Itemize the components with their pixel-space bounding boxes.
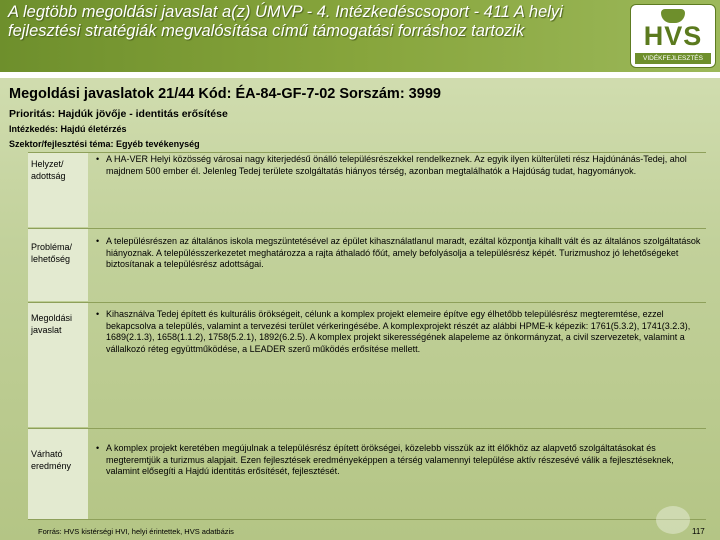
header-banner	[0, 0, 720, 72]
label-cell	[28, 229, 88, 301]
bullet-icon: •	[96, 154, 100, 164]
priority-line: Prioritás: Hajdúk jövője - identitás erősítése	[9, 108, 228, 120]
page-number: 117	[692, 527, 705, 536]
row-text-problem: A településrészen az általános iskola megszüntetésével az épület kihasználatlanul maradt, ezáltal központja kihallt vált és az általános szolgáltatások hiányoznak. A településszerkezetet meghatározza a rajta áthaladó főút, amely befolyásolja a településrész képét. Turizmushoz jó lehetőségeket biztosítanak a településrész adottságai.	[106, 236, 701, 269]
bullet-icon: •	[96, 443, 100, 453]
header-separator	[0, 72, 720, 78]
row-divider	[28, 152, 706, 153]
row-label-result: Várható eredmény	[31, 449, 72, 471]
row-text-solution: Kihasználva Tedej épített és kulturális örökségeit, célunk a komplex projekt elemeire építve egy élhetőbb településrész megteremtése, ezzel bekapcsolva a település, valamint a tervezési terület vérkeringésébe. A komplexprojekt részét az alábbi HPME-k képezik: 1761(5.3.2), 1741(3.2.3), 1689(2.1.3), 1658(1.1.2), 1758(5.2.1), 1892(6.2.5). A komplex projekt sikerességének alapeleme az önkormányzat, a civil szervezetek, valamint a vállalkozó réteg együttműködése, a LEADER szerű működés erősítése mellett.	[106, 309, 691, 354]
hvs-logo	[630, 4, 716, 68]
row-text-result: A komplex projekt keretében megújulnak a településrész épített örökségei, közelebb visszük az itt élőkhöz az alapvető szolgáltatásokat és megteremtjük a turizmus alapjait. Ezen fejlesztések eredményeképpen a térség valamennyi települése aktív részesévé válik a fejlesztéseknek, valamint elősegíti a Hajdú identitás erősítését, fejlesztését.	[106, 443, 674, 476]
row-label-solution: Megoldási javaslat	[31, 313, 73, 335]
page-title: Megoldási javaslatok 21/44 Kód: ÉA-84-GF-7-02 Sorszám: 3999	[9, 86, 441, 102]
row-divider	[28, 302, 706, 303]
sector-line: Szektor/fejlesztési téma: Egyéb tevékenység	[9, 139, 200, 149]
bullet-icon: •	[96, 236, 100, 246]
row-divider	[28, 519, 706, 520]
bullet-icon: •	[96, 309, 100, 319]
source-footer: Forrás: HVS kistérségi HVI, helyi érintettek, HVS adatbázis	[38, 527, 234, 536]
row-label-situation: Helyzet/ adottság	[31, 159, 66, 181]
header-title: A legtöbb megoldási javaslat a(z) ÚMVP - 4. Intézkedéscsoport - 411 A helyi fejlesztési stratégiák megvalósítása című támogatási forráshoz tartozik	[8, 3, 563, 40]
watermark-icon	[656, 506, 690, 534]
logo-subtext: VIDÉKFEJLESZTÉS	[635, 53, 711, 64]
row-divider	[28, 228, 706, 229]
logo-text: HVS	[643, 21, 703, 51]
row-label-problem: Probléma/ lehetőség	[31, 242, 73, 264]
row-text-situation: A HA-VER Helyi közösség városai nagy kiterjedésű önálló településrészekkel rendelkeznek. Az egyik ilyen külterületi rész Hajdúnánás-Tedej, ahol majdnem 500 ember él. Jelenleg Tedej területe szolgáltatás hiányos térség, azonban megtalálhatók a Hajdúság tudat, hagyományok.	[106, 154, 687, 176]
row-divider	[28, 428, 706, 429]
action-line: Intézkedés: Hajdú életérzés	[9, 124, 127, 134]
label-cell	[28, 429, 88, 519]
